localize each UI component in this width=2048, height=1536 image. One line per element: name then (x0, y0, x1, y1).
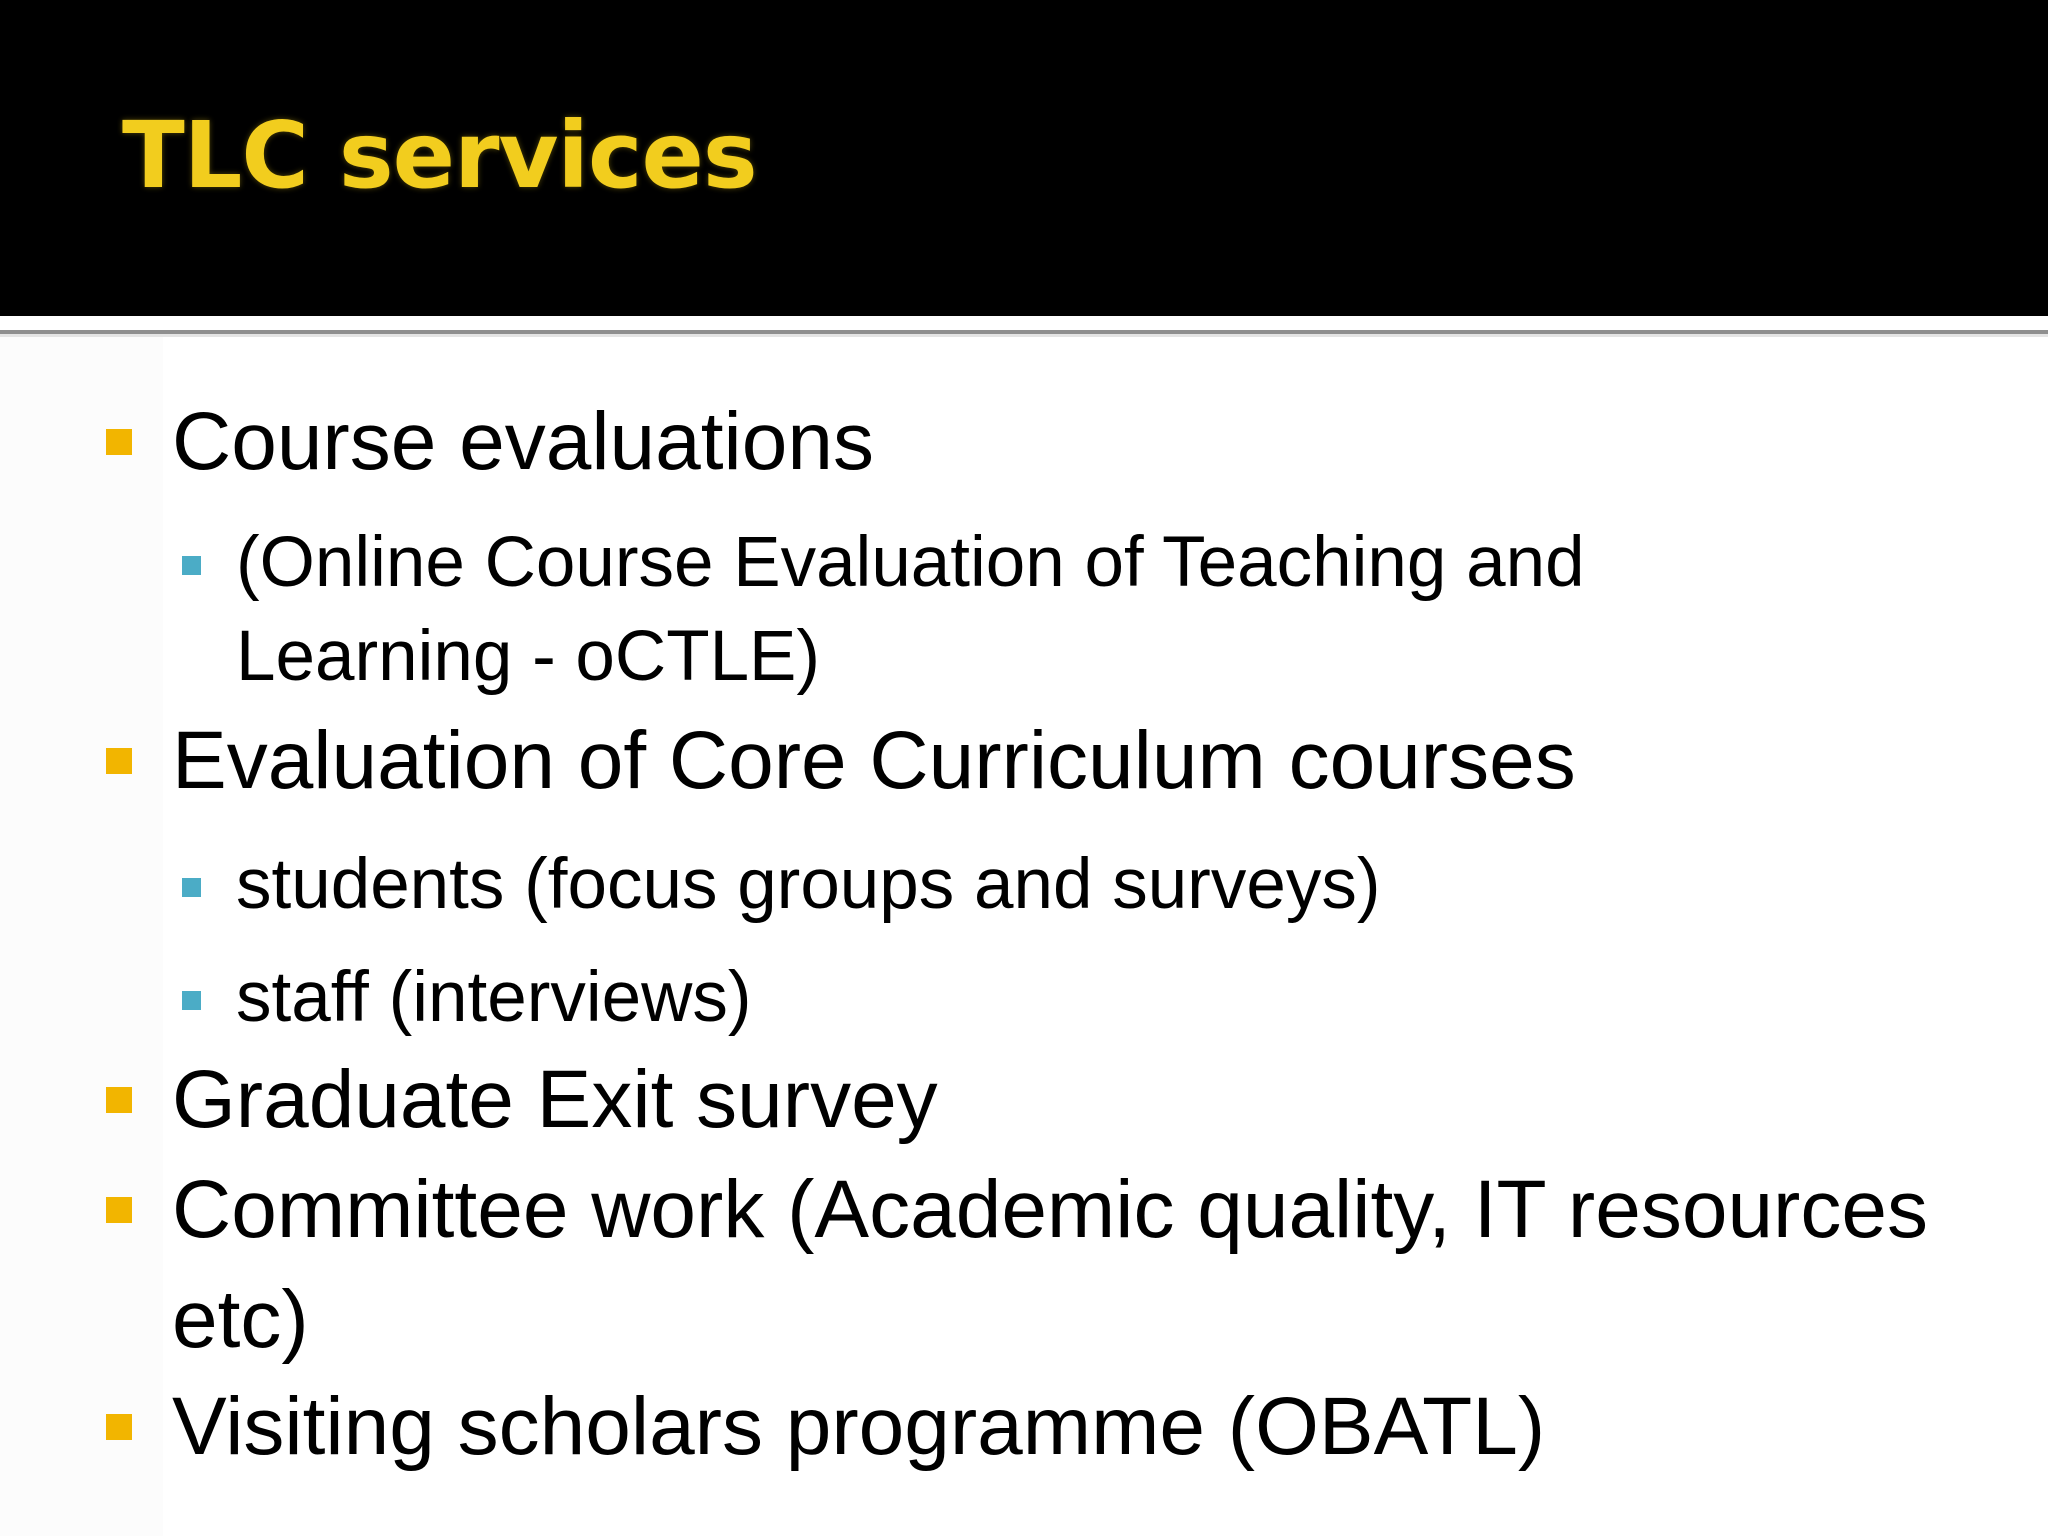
square-bullet-icon (106, 429, 132, 455)
bullet-item-staff (236, 951, 1876, 1045)
square-bullet-icon (106, 1414, 132, 1440)
bullet-item-visiting-scholars (172, 1372, 1932, 1482)
bullet-text: Visiting scholars programme (OBATL) (172, 1381, 1546, 1472)
square-bullet-icon (182, 556, 201, 575)
square-bullet-icon (182, 991, 201, 1010)
square-bullet-icon (106, 748, 132, 774)
bullet-text: Committee work (Academic quality, IT resources etc) (172, 1164, 1928, 1365)
slide-title: TLC services (122, 102, 757, 209)
bullet-item-students (236, 838, 1876, 932)
bullet-item-octle (236, 516, 1876, 704)
bullet-item-committee-work (172, 1155, 1932, 1375)
square-bullet-icon (106, 1197, 132, 1223)
bullet-text: Evaluation of Core Curriculum courses (172, 715, 1576, 806)
bullet-text: staff (interviews) (236, 958, 752, 1037)
bullet-item-graduate-exit (172, 1045, 1932, 1155)
bullet-text: students (focus groups and surveys) (236, 845, 1381, 924)
bullet-item-course-evaluations (172, 387, 1932, 497)
square-bullet-icon (106, 1087, 132, 1113)
bullet-text: Course evaluations (172, 396, 874, 487)
bullet-text: (Online Course Evaluation of Teaching and Learning - oCTLE) (236, 523, 1585, 696)
bullet-item-core-curriculum (172, 706, 1932, 816)
bullet-text: Graduate Exit survey (172, 1054, 938, 1145)
square-bullet-icon (182, 878, 201, 897)
